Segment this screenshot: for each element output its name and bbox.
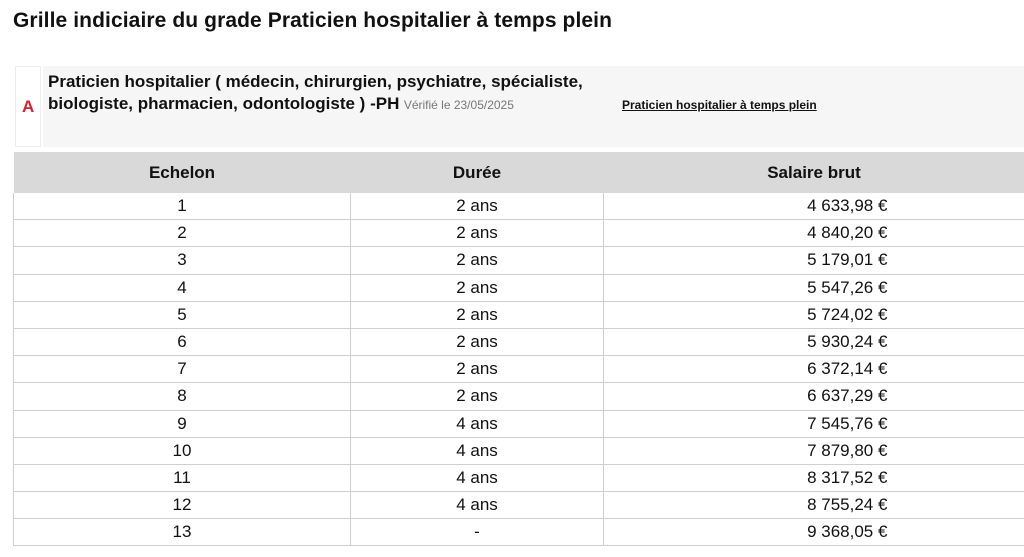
verified-date: Vérifié le 23/05/2025 bbox=[403, 98, 514, 112]
cell-duree: 2 ans bbox=[351, 193, 604, 220]
cell-salaire: 5 179,01 € bbox=[604, 247, 1024, 274]
cell-duree: 2 ans bbox=[351, 220, 604, 247]
cell-echelon: 12 bbox=[14, 492, 351, 519]
cell-salaire: 5 724,02 € bbox=[604, 301, 1024, 328]
cell-salaire: 5 930,24 € bbox=[604, 328, 1024, 355]
cell-echelon: 6 bbox=[14, 328, 351, 355]
grade-link[interactable]: Praticien hospitalier à temps plein bbox=[622, 98, 817, 112]
cell-duree: 2 ans bbox=[351, 328, 604, 355]
cell-salaire: 7 879,80 € bbox=[604, 437, 1024, 464]
cell-duree: 2 ans bbox=[351, 356, 604, 383]
column-header-duree: Durée bbox=[351, 152, 604, 193]
table-row bbox=[14, 356, 1024, 383]
cell-salaire: 6 372,14 € bbox=[604, 356, 1024, 383]
table-body bbox=[14, 193, 1024, 546]
grade-info-row bbox=[15, 66, 1024, 148]
grade-cell bbox=[616, 66, 1024, 147]
table-row bbox=[14, 274, 1024, 301]
category-cell bbox=[15, 66, 41, 147]
cell-salaire: 4 633,98 € bbox=[604, 193, 1024, 220]
table-header-row bbox=[14, 152, 1024, 193]
cell-duree: - bbox=[351, 519, 604, 546]
cell-echelon: 11 bbox=[14, 464, 351, 491]
table-row bbox=[14, 247, 1024, 274]
salary-grid-table bbox=[13, 152, 1024, 546]
cell-duree: 4 ans bbox=[351, 410, 604, 437]
table-row bbox=[14, 437, 1024, 464]
cell-salaire: 4 840,20 € bbox=[604, 220, 1024, 247]
cell-duree: 4 ans bbox=[351, 437, 604, 464]
table-row bbox=[14, 492, 1024, 519]
cell-duree: 2 ans bbox=[351, 301, 604, 328]
cell-duree: 4 ans bbox=[351, 464, 604, 491]
cell-echelon: 10 bbox=[14, 437, 351, 464]
page-title: Grille indiciaire du grade Praticien hospitalier à temps plein bbox=[13, 9, 613, 32]
corps-name: Praticien hospitalier ( médecin, chirurgien, psychiatre, spécialiste, biologiste, pharmacien, odontologiste ) -PH bbox=[48, 72, 583, 113]
table-row bbox=[14, 464, 1024, 491]
cell-echelon: 7 bbox=[14, 356, 351, 383]
cell-echelon: 4 bbox=[14, 274, 351, 301]
cell-duree: 2 ans bbox=[351, 383, 604, 410]
table-row bbox=[14, 383, 1024, 410]
table-row bbox=[14, 519, 1024, 546]
cell-salaire: 6 637,29 € bbox=[604, 383, 1024, 410]
cell-echelon: 2 bbox=[14, 220, 351, 247]
table-row bbox=[14, 193, 1024, 220]
column-header-echelon: Echelon bbox=[14, 152, 351, 193]
table-row bbox=[14, 328, 1024, 355]
table-row bbox=[14, 220, 1024, 247]
cell-duree: 4 ans bbox=[351, 492, 604, 519]
cell-duree: 2 ans bbox=[351, 274, 604, 301]
cell-salaire: 7 545,76 € bbox=[604, 410, 1024, 437]
cell-salaire: 5 547,26 € bbox=[604, 274, 1024, 301]
cell-echelon: 8 bbox=[14, 383, 351, 410]
cell-echelon: 5 bbox=[14, 301, 351, 328]
category-badge: A bbox=[22, 97, 35, 116]
cell-salaire: 9 368,05 € bbox=[604, 519, 1024, 546]
cell-echelon: 13 bbox=[14, 519, 351, 546]
column-header-salaire: Salaire brut bbox=[604, 152, 1024, 193]
table-row bbox=[14, 301, 1024, 328]
cell-duree: 2 ans bbox=[351, 247, 604, 274]
cell-salaire: 8 317,52 € bbox=[604, 464, 1024, 491]
cell-echelon: 1 bbox=[14, 193, 351, 220]
cell-echelon: 3 bbox=[14, 247, 351, 274]
cell-echelon: 9 bbox=[14, 410, 351, 437]
cell-salaire: 8 755,24 € bbox=[604, 492, 1024, 519]
table-row bbox=[14, 410, 1024, 437]
corps-cell bbox=[43, 66, 627, 147]
